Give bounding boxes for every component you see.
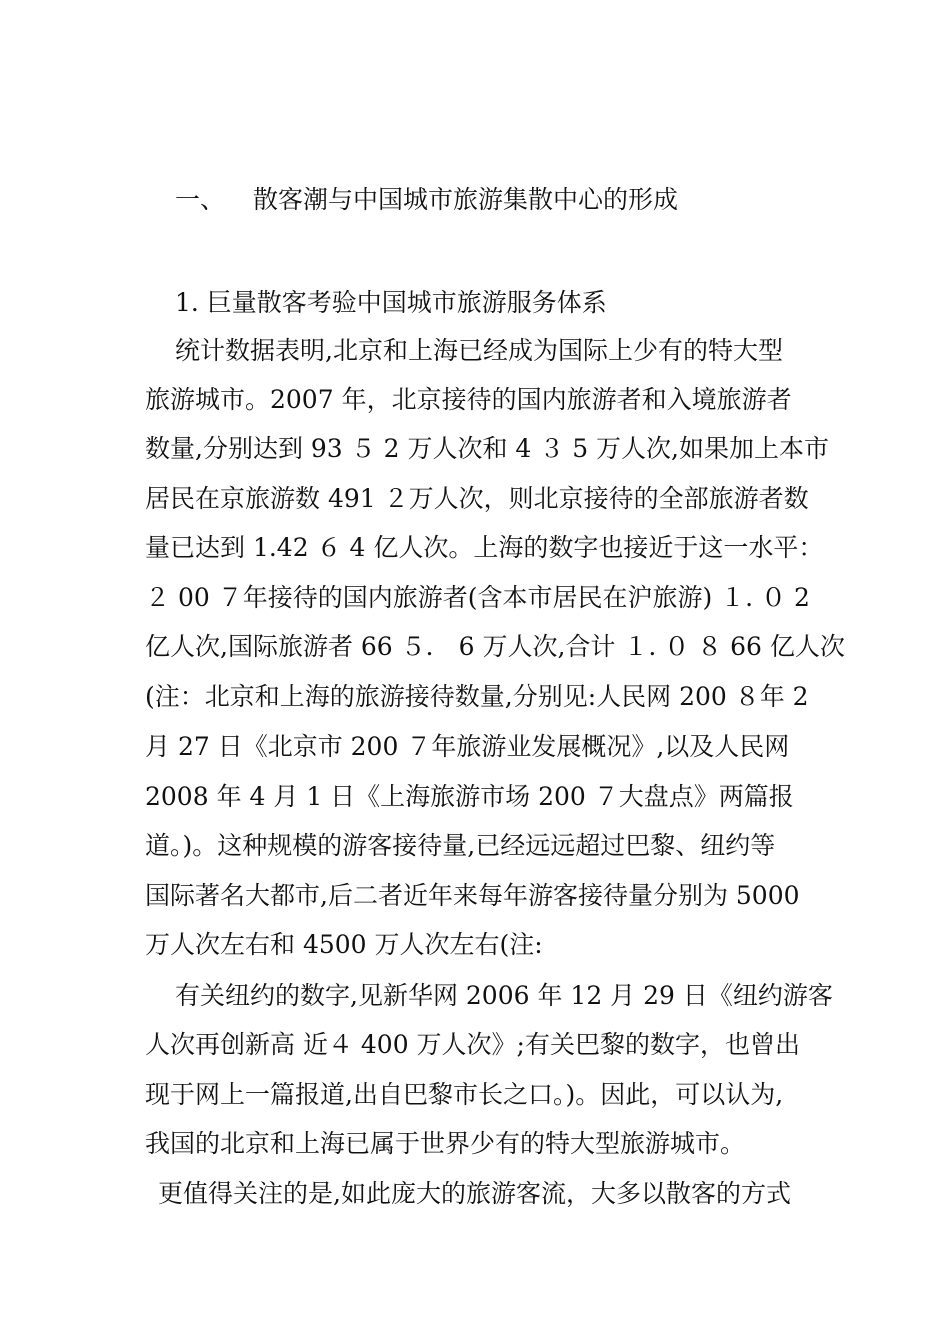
paragraph-line: 有关纽约的数字,见新华网 2006 年 12 月 29 日《纽约游客	[175, 981, 833, 1010]
paragraph-line: 数量,分别达到 93 ５ 2 万人次和 4 ３ 5 万人次,如果加上本市	[145, 434, 829, 463]
paragraph-line: 2008 年 4 月 1 日《上海旅游市场 200 ７大盘点》两篇报	[145, 782, 794, 811]
paragraph-line: 我国的北京和上海已属于世界少有的特大型旅游城市。	[145, 1129, 746, 1158]
paragraph-line: 现于网上一篇报道,出自巴黎市长之口。)。因此，可以认为,	[145, 1080, 784, 1109]
paragraph-line: 统计数据表明,北京和上海已经成为国际上少有的特大型	[175, 336, 783, 365]
section-heading	[175, 180, 678, 220]
section-number: 一、	[175, 185, 226, 214]
section-title: 散客潮与中国城市旅游集散中心的形成	[253, 185, 679, 214]
paragraph-line: ２ 00 ７年接待的国内旅游者(含本市居民在沪旅游) １. ０ 2	[145, 583, 810, 612]
subheading: 1. 巨量散客考验中国城市旅游服务体系	[175, 288, 607, 317]
paragraph-line: 人次再创新高 近４ 400 万人次》;有关巴黎的数字，也曾出	[145, 1030, 800, 1059]
paragraph-line: 旅游城市。2007 年，北京接待的国内旅游者和入境旅游者	[145, 385, 792, 414]
paragraph-line: 万人次左右和 4500 万人次左右(注:	[145, 930, 543, 959]
paragraph-line: 更值得关注的是,如此庞大的旅游客流，大多以散客的方式	[158, 1179, 791, 1208]
paragraph-line: 居民在京旅游数 491 ２万人次，则北京接待的全部旅游者数	[145, 484, 809, 513]
paragraph-line: (注：北京和上海的旅游接待数量,分别见:人民网 200 ８年 2	[145, 682, 809, 711]
paragraph-line: 量已达到 1.42 ６ 4 亿人次。上海的数字也接近于这一水平：	[145, 533, 824, 562]
paragraph-line: 亿人次,国际旅游者 66 ５． 6 万人次,合计 １. ０ ８ 66 亿人次	[145, 632, 845, 661]
paragraph-line: 月 27 日《北京市 200 ７年旅游业发展概况》,以及人民网	[145, 732, 790, 761]
paragraph-line: 道。)。这种规模的游客接待量,已经远远超过巴黎、纽约等	[145, 831, 776, 860]
paragraph-line: 国际著名大都市,后二者近年来每年游客接待量分别为 5000	[145, 881, 800, 910]
